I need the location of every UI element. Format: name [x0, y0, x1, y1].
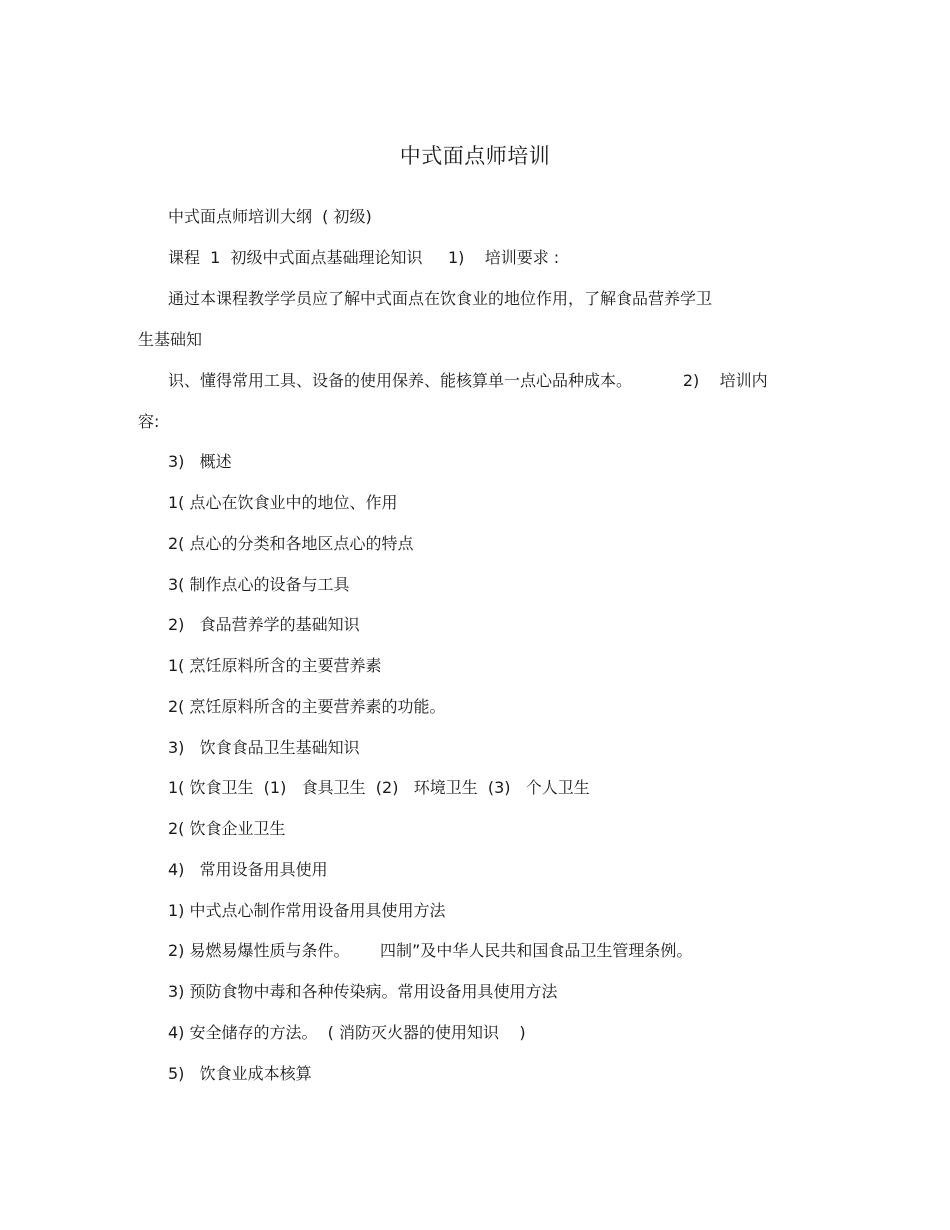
section-heading: 3) 概述 [168, 452, 232, 471]
document-title: 中式面点师培训 [399, 144, 551, 168]
outline-heading: 中式面点师培训大纲 ( 初级) [168, 207, 372, 226]
list-item: 1( 烹饪原料所含的主要营养素 [168, 656, 382, 675]
section-heading: 2) 食品营养学的基础知识 [168, 615, 360, 634]
course-line: 课程 1 初级中式面点基础理论知识 1) 培训要求 : [168, 248, 560, 267]
paragraph-line: 通过本课程教学学员应了解中式面点在饮食业的地位作用，了解食品营养学卫 [168, 289, 713, 308]
list-item: 2( 烹饪原料所含的主要营养素的功能。 [168, 697, 446, 716]
list-item: 1) 中式点心制作常用设备用具使用方法 [168, 901, 446, 920]
paragraph-line: 容: [138, 412, 160, 431]
list-item: 2( 饮食企业卫生 [168, 819, 286, 838]
section-heading: 3) 饮食食品卫生基础知识 [168, 738, 360, 757]
list-item: 1( 点心在饮食业中的地位、作用 [168, 493, 398, 512]
list-item: 4) 安全储存的方法。 ( 消防灭火器的使用知识 ) [168, 1023, 526, 1042]
list-item: 3( 制作点心的设备与工具 [168, 575, 350, 594]
list-item: 1( 饮食卫生 (1) 食具卫生 (2) 环境卫生 (3) 个人卫生 [168, 778, 590, 797]
paragraph-line: 生基础知 [138, 330, 203, 349]
section-heading: 4) 常用设备用具使用 [168, 860, 328, 879]
list-item: 2( 点心的分类和各地区点心的特点 [168, 534, 414, 553]
list-item: 2) 易燃易爆性质与条件。 四制”及中华人民共和国食品卫生管理条例。 [168, 941, 693, 960]
section-heading: 5) 饮食业成本核算 [168, 1064, 312, 1083]
paragraph-line: 识、懂得常用工具、设备的使用保养、能核算单一点心品种成本。 2) 培训内 [168, 371, 768, 390]
list-item: 3) 预防食物中毒和各种传染病。常用设备用具使用方法 [168, 982, 558, 1001]
